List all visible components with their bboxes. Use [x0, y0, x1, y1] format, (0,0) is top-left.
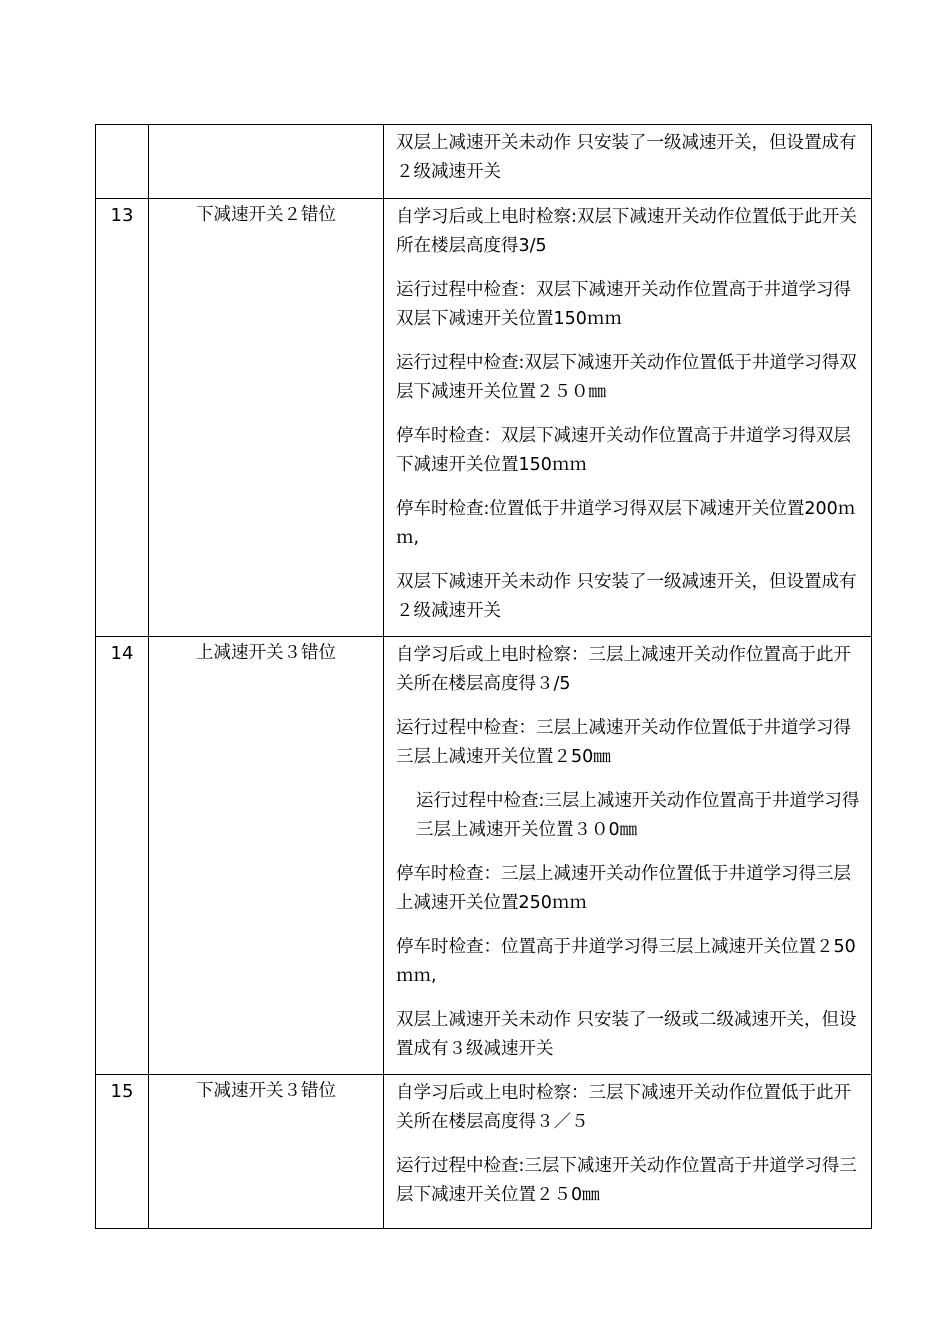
description-paragraph: 自学习后或上电时检察：三层上减速开关动作位置高于此开关所在楼层高度得３/5: [396, 645, 851, 694]
table-row: [96, 125, 872, 199]
fault-name-cell: [149, 1075, 384, 1229]
document-table: [95, 124, 872, 1229]
table-row: [96, 199, 872, 637]
description-paragraph: 运行过程中检查：双层下减速开关动作位置高于井道学习得双层下减速开关位置150ｍｍ: [396, 280, 851, 329]
description-cell: [384, 199, 872, 637]
row-number: 14: [110, 643, 134, 664]
fault-name-cell: [149, 199, 384, 637]
description-paragraph: 自学习后或上电时检察:双层下减速开关动作位置低于此开关所在楼层高度得3/5: [396, 207, 857, 256]
row-number: 15: [110, 1081, 134, 1102]
fault-name: 下减速开关３错位: [196, 1081, 336, 1101]
description-cell: [384, 637, 872, 1075]
description-paragraph: 运行过程中检查:三层上减速开关动作位置高于井道学习得三层上减速开关位置３０0㎜: [416, 791, 860, 840]
description-paragraph: 双层上减速开关未动作 只安装了一级或二级减速开关，但设置成有３级减速开关: [396, 1010, 857, 1059]
description-paragraph: 运行过程中检查:双层下减速开关动作位置低于井道学习得双层下减速开关位置２５０㎜: [396, 353, 857, 402]
description-cell: [384, 125, 872, 199]
row-number: 13: [110, 205, 134, 226]
row-number-cell: [96, 199, 149, 637]
description-paragraph: 停车时检查：双层下减速开关动作位置高于井道学习得双层下减速开关位置150ｍｍ: [396, 426, 851, 475]
description-paragraph: 停车时检查：位置高于井道学习得三层上减速开关位置２50ｍｍ,: [396, 937, 856, 986]
fault-name: 下减速开关２错位: [196, 205, 336, 225]
row-number-cell: [96, 125, 149, 199]
description-paragraph: 双层上减速开关未动作 只安装了一级减速开关，但设置成有２级减速开关: [396, 133, 857, 182]
fault-name-cell: [149, 125, 384, 199]
row-number-cell: [96, 1075, 149, 1229]
row-number-cell: [96, 637, 149, 1075]
description-paragraph: 停车时检查:位置低于井道学习得双层下减速开关位置200ｍｍ,: [396, 499, 856, 548]
description-paragraph: 自学习后或上电时检察：三层下减速开关动作位置低于此开关所在楼层高度得３／５: [396, 1083, 851, 1132]
table-row: [96, 637, 872, 1075]
description-cell: [384, 1075, 872, 1229]
description-paragraph: 运行过程中检查：三层上减速开关动作位置低于井道学习得三层上减速开关位置２50㎜: [396, 718, 851, 767]
fault-name: 上减速开关３错位: [196, 643, 336, 663]
table-row: [96, 1075, 872, 1229]
description-paragraph: 运行过程中检查:三层下减速开关动作位置高于井道学习得三层下减速开关位置２５0㎜: [396, 1156, 857, 1205]
description-paragraph: 停车时检查：三层上减速开关动作位置低于井道学习得三层上减速开关位置250ｍｍ: [396, 864, 851, 913]
fault-name-cell: [149, 637, 384, 1075]
description-paragraph: 双层下减速开关未动作 只安装了一级减速开关，但设置成有２级减速开关: [396, 572, 857, 621]
